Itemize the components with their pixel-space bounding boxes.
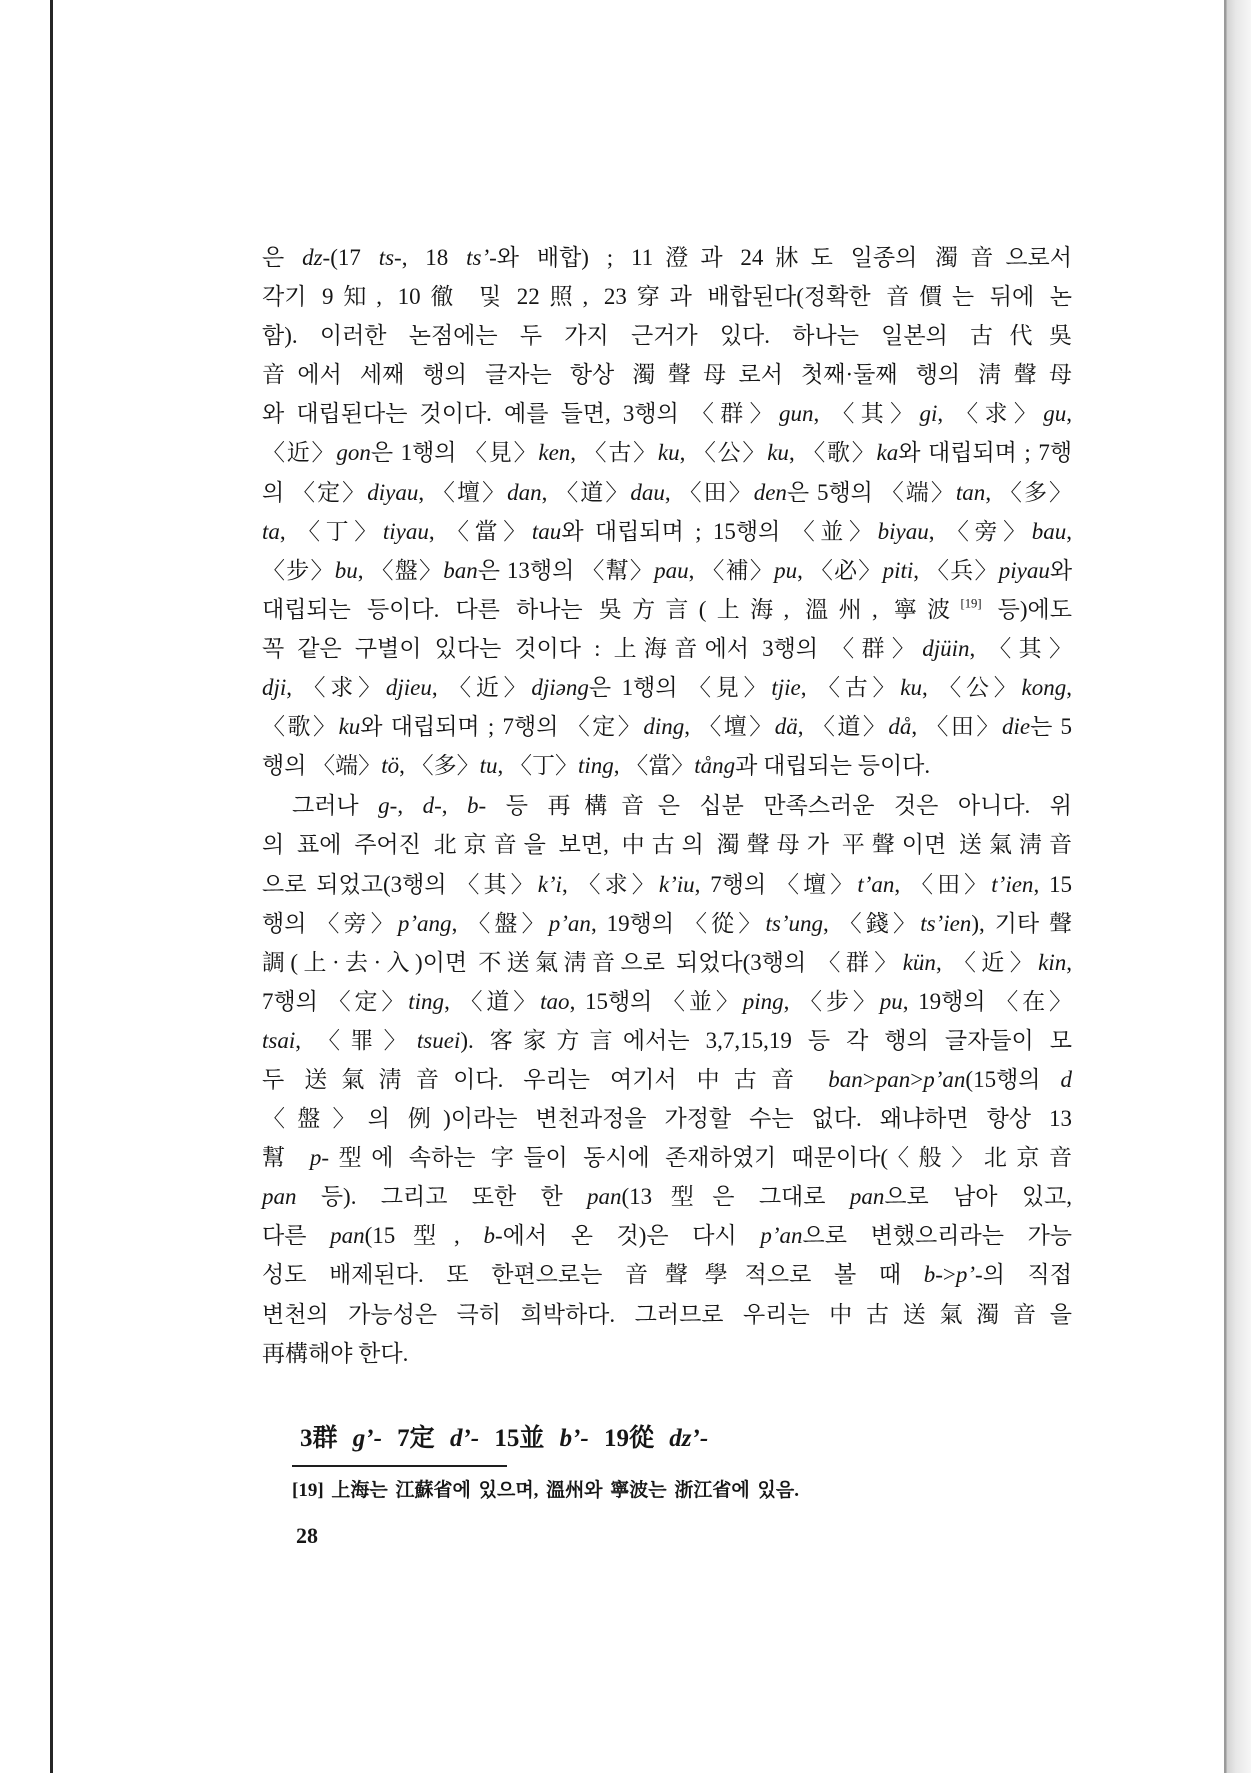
page-number: 28 xyxy=(296,1523,318,1548)
romanization: tau xyxy=(531,518,562,544)
romanization: ping xyxy=(742,988,784,1014)
romanization: ts’ien xyxy=(920,910,972,936)
romanization: gu xyxy=(1043,401,1067,427)
romanization: dan xyxy=(507,479,542,505)
body-line: 그러나 g-, d-, b- 등 再構音은 십분 만족스러운 것은 아니다. 위 xyxy=(292,793,1073,819)
romanization: djüin xyxy=(922,635,970,661)
paragraph xyxy=(262,786,1072,1372)
romanization: pu xyxy=(879,988,903,1014)
romanization: biyau xyxy=(877,518,929,544)
romanization: tjie xyxy=(771,675,801,701)
body-line: 두 送氣淸音이다. 우리는 여기서 中古音 ban>pan>p’an(15행의 d xyxy=(262,1066,1072,1092)
romanization: t’an xyxy=(857,871,895,897)
body-line: 다른 pan(15型, b-에서 온 것)은 다시 p’an으로 변했으리라는 가능 xyxy=(262,1223,1073,1249)
body-line: 〈近〉gon은 1행의 〈見〉ken, 〈古〉ku, 〈公〉ku, 〈歌〉ka와 대립되며 ; 7행 xyxy=(262,440,1073,466)
romanization: b’- xyxy=(559,1425,589,1452)
romanization: b- xyxy=(483,1223,503,1249)
paragraph xyxy=(262,238,1072,785)
body-line: 幫 p-型에 속하는 字들이 동시에 존재하였기 때문이다(〈般〉北京音 xyxy=(262,1145,1072,1171)
romanization: ts’ung xyxy=(765,910,823,936)
romanization: ting xyxy=(408,988,445,1014)
romanization: dau xyxy=(630,479,665,505)
romanization: gun xyxy=(779,401,814,427)
footnote-marker: [19] xyxy=(960,596,982,611)
footnote-rule xyxy=(292,1465,507,1467)
romanization: d xyxy=(1060,1066,1072,1092)
footnote: [19] 上海는 江蘇省에 있으며, 溫州와 寧波는 浙江省에 있음. xyxy=(292,1480,799,1501)
romanization: gon xyxy=(336,440,371,466)
romanization: ku xyxy=(767,440,789,466)
body-line: 으로 되었고(3행의 〈其〉k’i, 〈求〉k’iu, 7행의 〈壇〉t’an, 〈田〉t’ien, 15 xyxy=(262,871,1073,897)
body-line: 의 〈定〉diyau, 〈壇〉dan, 〈道〉dau, 〈田〉den은 5행의 〈端〉tan, 〈多〉 xyxy=(262,479,1073,505)
romanization: ku xyxy=(338,714,361,740)
body-line: 대립되는 등이다. 다른 하나는 吳方言(上海, 溫州, 寧波[19] 등)에도 xyxy=(262,596,1072,622)
body-line: ta, 〈丁〉tiyau, 〈當〉tau와 대립되며 ; 15행의 〈並〉biyau, 〈旁〉bau, xyxy=(262,518,1073,544)
romanization: piti xyxy=(882,557,914,583)
romanization: p’an xyxy=(548,910,591,936)
romanization: gi xyxy=(919,401,938,427)
romanization: g’- xyxy=(352,1425,382,1452)
romanization: pu xyxy=(774,557,798,583)
romanization: diyau xyxy=(367,479,419,505)
body-line: 함). 이러한 논점에는 두 가지 근거가 있다. 하나는 일본의 古代吳 xyxy=(262,323,1072,349)
romanization: tsai xyxy=(262,1027,296,1053)
body-line: 각기 9知, 10徹 및 22照, 23穿과 배합된다(정확한 音價는 뒤에 논 xyxy=(262,284,1072,310)
romanization: ku xyxy=(657,440,680,466)
romanization: pan xyxy=(262,1184,297,1210)
romanization: kong xyxy=(1021,675,1067,701)
romanization: ting xyxy=(577,753,614,779)
body-line: 〈歌〉ku와 대립되며 ; 7행의 〈定〉ding, 〈壇〉dä, 〈道〉då, 〈田〉die는 5 xyxy=(262,714,1073,740)
right-page-shadow xyxy=(1224,0,1251,1773)
body-text xyxy=(262,238,1072,1373)
body-line: 音에서 세째 행의 글자는 항상 濁聲母로서 첫째·둘째 행의 淸聲母 xyxy=(262,362,1072,388)
romanization: p’ang xyxy=(397,910,452,936)
romanization: dä xyxy=(774,714,798,740)
body-line: 성도 배제된다. 또 한편으로는 音聲學적으로 볼 때 b->p’-의 직접 xyxy=(262,1262,1072,1288)
romanization: d- xyxy=(422,793,442,819)
romanization: ka xyxy=(876,440,899,466)
left-page-border xyxy=(50,0,53,1773)
romanization: bu xyxy=(334,557,358,583)
body-line: 〈盤〉의 例)이라는 변천과정을 가정할 수는 없다. 왜냐하면 항상 13 xyxy=(262,1106,1072,1132)
body-line: 와 대립된다는 것이다. 예를 들면, 3행의 〈群〉gun, 〈其〉gi, 〈求〉gu, xyxy=(262,401,1073,427)
romanization: ta xyxy=(262,518,280,544)
romanization: ban xyxy=(443,557,478,583)
body-line: 은 dz-(17 ts-, 18 ts’-와 배합) ; 11澄과 24牀도 일종의 濁音으로서 xyxy=(262,245,1072,270)
romanization: ku xyxy=(900,675,922,701)
body-line: pan 등). 그리고 또한 한 pan(13型은 그대로 pan으로 남아 있고, xyxy=(262,1184,1073,1210)
romanization: pan xyxy=(849,1184,885,1210)
romanization: p- xyxy=(309,1145,330,1171)
romanization: djieu xyxy=(385,675,432,701)
body-line: 행의 〈端〉tö, 〈多〉tu, 〈丁〉ting, 〈當〉tång과 대립되는 등이다. xyxy=(262,753,931,779)
romanization: dji xyxy=(262,675,287,701)
body-line: 7행의 〈定〉ting, 〈道〉tao, 15행의 〈並〉ping, 〈步〉pu, 19행의 〈在〉 xyxy=(262,988,1073,1014)
body-line: 의 표에 주어진 北京音을 보면, 中古의 濁聲母가 平聲이면 送氣淸音 xyxy=(262,832,1072,858)
body-line: 꼭 같은 구별이 있다는 것이다 : 上海音에서 3행의 〈群〉djüin, 〈其〉 xyxy=(262,635,1072,661)
romanization: t’ien xyxy=(991,871,1034,897)
romanization: piyau xyxy=(998,557,1050,583)
romanization: dz- xyxy=(302,245,331,270)
romanization: dz’- xyxy=(669,1425,709,1452)
romanization: tiyau xyxy=(382,518,429,544)
body-line: tsai, 〈罪〉tsuei). 客家方言에서는 3,7,15,19 등 각 행의 글자들이 모 xyxy=(262,1027,1073,1053)
romanization: pau xyxy=(654,557,689,583)
body-line: 再構해야 한다. xyxy=(262,1340,409,1366)
romanization: ban xyxy=(828,1066,863,1092)
romanization: då xyxy=(888,714,912,740)
romanization: pan xyxy=(875,1066,911,1092)
body-line: 〈步〉bu, 〈盤〉ban은 13행의 〈幫〉pau, 〈補〉pu, 〈必〉piti, 〈兵〉piyau와 xyxy=(262,557,1073,583)
romanization: pan xyxy=(330,1223,365,1249)
romanization: kin xyxy=(1038,949,1067,975)
romanization: tsuei xyxy=(416,1027,461,1053)
romanization: k’iu xyxy=(658,871,695,897)
romanization: p’- xyxy=(955,1262,983,1288)
romanization: die xyxy=(1001,714,1031,740)
body-line: dji, 〈求〉djieu, 〈近〉djiəng은 1행의 〈見〉tjie, 〈古〉ku, 〈公〉kong, xyxy=(262,675,1073,701)
romanization: p’an xyxy=(760,1223,803,1249)
romanization: ken xyxy=(538,440,571,466)
romanization: g- xyxy=(378,793,398,819)
romanization: tång xyxy=(694,753,736,779)
romanization: bau xyxy=(1031,518,1067,544)
romanization: den xyxy=(753,479,787,505)
body-line: 변천의 가능성은 극히 희박하다. 그러므로 우리는 中古送氣濁音을 xyxy=(262,1301,1072,1327)
romanization: tö xyxy=(381,753,400,779)
romanization: b- xyxy=(923,1262,943,1288)
romanization: d’- xyxy=(449,1425,480,1452)
romanization: tao xyxy=(540,988,570,1014)
romanization: kün xyxy=(902,949,936,975)
romanization: tan xyxy=(955,479,986,505)
romanization: ts’- xyxy=(466,245,497,270)
romanization: pan xyxy=(587,1184,622,1210)
romanization: ts- xyxy=(378,245,402,270)
romanization: k’i xyxy=(537,871,562,897)
reconstruction-formula: 3群 g’- 7定 d’- 15並 b’- 19從 dz’- xyxy=(300,1425,709,1452)
romanization: djiəng xyxy=(531,675,589,701)
romanization: ding xyxy=(643,714,685,740)
romanization: b- xyxy=(467,793,487,819)
body-line: 행의 〈旁〉p’ang, 〈盤〉p’an, 19행의 〈從〉ts’ung, 〈錢〉ts’ien), 기타 聲 xyxy=(262,910,1073,936)
romanization: p’an xyxy=(923,1066,966,1092)
body-line: 調(上·去·入)이면 不送氣淸音으로 되었다(3행의 〈群〉kün, 〈近〉kin, xyxy=(262,949,1073,975)
romanization: tu xyxy=(479,753,498,779)
